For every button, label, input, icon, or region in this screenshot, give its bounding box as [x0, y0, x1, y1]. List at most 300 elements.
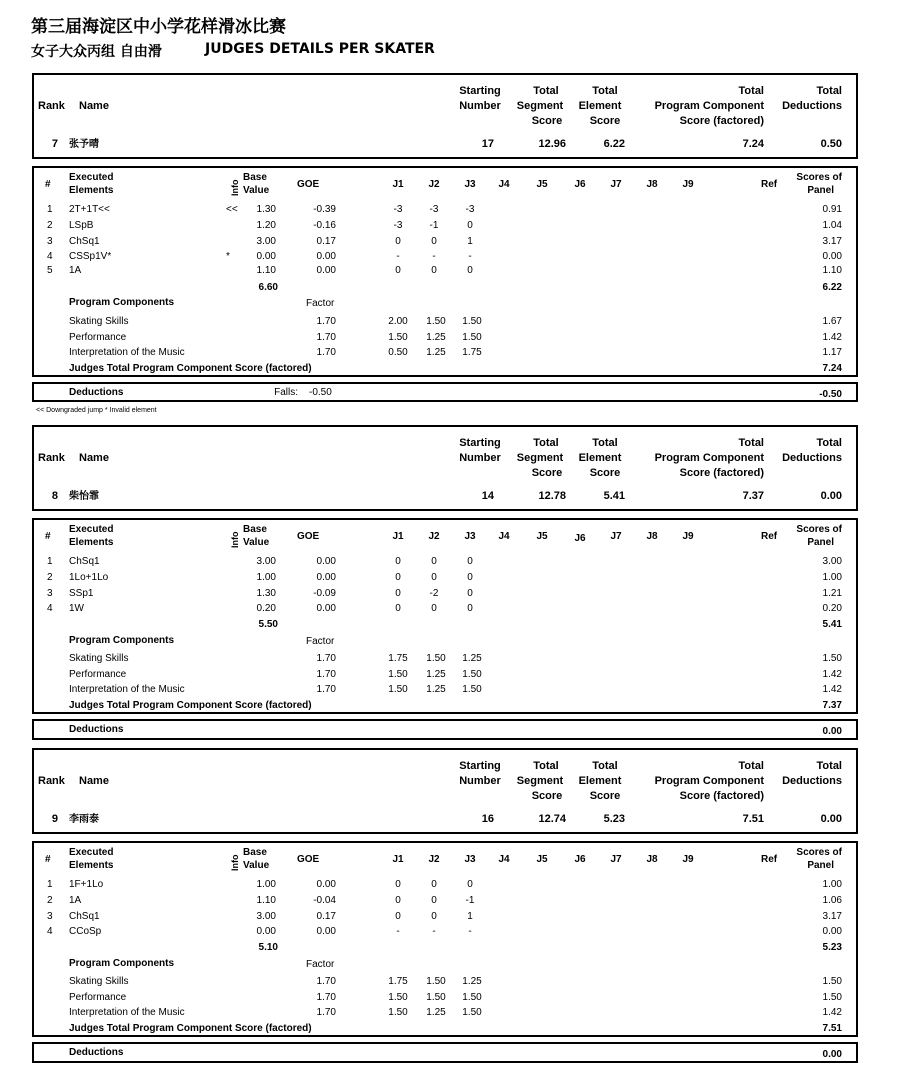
element-goe: 0.00 — [316, 556, 336, 567]
element-score: 5.41 — [603, 490, 625, 502]
rank-value: 8 — [51, 490, 58, 502]
element-header: Total — [592, 437, 618, 449]
pcs-header-2: Program Component — [654, 100, 764, 112]
element-score: 6.22 — [603, 138, 625, 150]
component-judge-score: 1.50 — [462, 684, 482, 695]
pc-total-label: Judges Total Program Component Score (factored) — [69, 1023, 312, 1034]
judge-j8-header: J8 — [646, 531, 658, 542]
starting-number: 16 — [481, 813, 494, 825]
judge-score: 0 — [467, 603, 473, 614]
judge-j3-header: J3 — [464, 531, 476, 542]
segment-header: Total — [533, 85, 559, 97]
falls-value: -0.50 — [309, 387, 332, 398]
element-number: 1 — [47, 204, 53, 215]
judge-j9-header: J9 — [682, 179, 694, 190]
rank-value: 7 — [51, 138, 58, 150]
judge-j1-header: J1 — [392, 531, 404, 542]
segment-score: 12.96 — [538, 138, 566, 150]
factor-header: Factor — [306, 959, 335, 970]
component-name: Skating Skills — [69, 316, 129, 327]
starting-number: 17 — [481, 138, 494, 150]
base-header: Base — [243, 847, 267, 858]
program-components-title: Program Components — [69, 635, 175, 646]
element-panel-score: 1.21 — [822, 588, 842, 599]
component-panel-score: 1.42 — [822, 684, 842, 695]
judge-score: 0 — [395, 895, 401, 906]
panel-header: Scores of — [796, 172, 842, 183]
judge-j7-header: J7 — [610, 179, 622, 190]
component-panel-score: 1.50 — [822, 653, 842, 664]
component-name: Interpretation of the Music — [69, 684, 185, 695]
component-name: Skating Skills — [69, 976, 129, 987]
judge-j5-header: J5 — [536, 179, 548, 190]
element-goe: -0.09 — [313, 588, 336, 599]
info-header: Info — [230, 531, 240, 548]
judge-j5-header: J5 — [536, 531, 548, 542]
deductions-score: 0.00 — [820, 813, 842, 825]
element-header-3: Score — [589, 115, 621, 127]
judge-score: - — [396, 926, 400, 937]
deductions-header: Total — [816, 437, 842, 449]
judge-j4-header: J4 — [498, 531, 510, 542]
element-header-3: Score — [589, 790, 621, 802]
segment-header-2: Segment — [516, 452, 564, 464]
segment-header-2: Segment — [516, 100, 564, 112]
deductions-header: Total — [816, 85, 842, 97]
component-judge-score: 1.25 — [426, 332, 446, 343]
element-panel-score: 3.00 — [822, 556, 842, 567]
elements-panel-total: 5.23 — [822, 942, 842, 953]
base-value-total: 5.10 — [258, 942, 278, 953]
judge-j2-header: J2 — [428, 531, 440, 542]
info-header: Info — [230, 854, 240, 871]
judge-j4-header: J4 — [498, 179, 510, 190]
judge-score: 0 — [395, 603, 401, 614]
pc-total-label: Judges Total Program Component Score (factored) — [69, 700, 312, 711]
base-value-total: 5.50 — [258, 619, 278, 630]
judge-score: -3 — [393, 204, 403, 215]
element-number: 3 — [47, 911, 53, 922]
judge-j8-header: J8 — [646, 854, 658, 865]
panel-header-2: Panel — [807, 185, 834, 196]
panel-header-2: Panel — [807, 537, 834, 548]
element-number: 4 — [47, 603, 53, 614]
component-factor: 1.70 — [316, 332, 336, 343]
judge-j1-header: J1 — [392, 179, 404, 190]
base-header: Base — [243, 172, 267, 183]
judge-j6-header: J6 — [574, 854, 586, 865]
component-panel-score: 1.42 — [822, 669, 842, 680]
component-judge-score: 1.50 — [388, 684, 408, 695]
element-base-value: 3.00 — [256, 911, 276, 922]
element-number: 2 — [47, 220, 53, 231]
element-base-value: 1.20 — [256, 220, 276, 231]
num-header: # — [45, 854, 51, 865]
pcs-header-3: Score (factored) — [679, 467, 764, 479]
element-code: ChSq1 — [69, 236, 100, 247]
element-base-value: 1.30 — [256, 204, 276, 215]
element-code: 1A — [69, 265, 82, 276]
element-number: 1 — [47, 879, 53, 890]
judge-score: 1 — [467, 911, 473, 922]
judge-j1-header: J1 — [392, 854, 404, 865]
goe-header: GOE — [297, 854, 320, 865]
judge-j6-header: J6 — [574, 179, 586, 190]
name-header: Name — [79, 452, 109, 464]
judge-j7-header: J7 — [610, 531, 622, 542]
component-name: Interpretation of the Music — [69, 1007, 185, 1018]
element-header-2: Element — [578, 452, 622, 464]
judge-score: 0 — [395, 236, 401, 247]
judge-score: 0 — [395, 588, 401, 599]
element-panel-score: 0.00 — [822, 251, 842, 262]
element-number: 2 — [47, 572, 53, 583]
element-code: 1W — [69, 603, 84, 614]
element-panel-score: 1.00 — [822, 879, 842, 890]
element-base-value: 3.00 — [256, 236, 276, 247]
base-header-2: Value — [243, 185, 270, 196]
starting-header-2: Number — [459, 452, 501, 464]
element-code: LSpB — [69, 220, 94, 231]
element-base-value: 3.00 — [256, 556, 276, 567]
component-judge-score: 1.50 — [462, 992, 482, 1003]
deductions-header: Total — [816, 760, 842, 772]
element-number: 3 — [47, 236, 53, 247]
judge-score: 0 — [467, 879, 473, 890]
element-panel-score: 1.04 — [822, 220, 842, 231]
deductions-header-2: Deductions — [782, 100, 842, 112]
report-title: JUDGES DETAILS PER SKATER — [205, 41, 435, 57]
judge-score: -3 — [465, 204, 475, 215]
component-judge-score: 1.50 — [388, 669, 408, 680]
component-factor: 1.70 — [316, 684, 336, 695]
component-factor: 1.70 — [316, 316, 336, 327]
num-header: # — [45, 179, 51, 190]
element-number: 5 — [47, 265, 53, 276]
component-judge-score: 1.50 — [462, 332, 482, 343]
deductions-total: 0.00 — [822, 1049, 842, 1060]
judge-score: 0 — [395, 879, 401, 890]
pcs-header: Total — [738, 85, 764, 97]
judge-score: -2 — [429, 588, 439, 599]
element-panel-score: 3.17 — [822, 236, 842, 247]
component-factor: 1.70 — [316, 653, 336, 664]
element-code: 2T+1T<< — [69, 204, 110, 215]
competition-title: 第三届海淀区中小学花样滑冰比赛 — [31, 17, 286, 37]
legend-note: << Downgraded jump * Invalid element — [36, 407, 157, 414]
executed-header-2: Elements — [69, 185, 114, 196]
element-number: 4 — [47, 251, 53, 262]
element-goe: 0.17 — [316, 911, 336, 922]
pcs-header-2: Program Component — [654, 452, 764, 464]
component-panel-score: 1.67 — [822, 316, 842, 327]
element-base-value: 0.00 — [256, 251, 276, 262]
element-code: CCoSp — [69, 926, 102, 937]
component-panel-score: 1.50 — [822, 992, 842, 1003]
component-panel-score: 1.50 — [822, 976, 842, 987]
segment-score: 12.74 — [538, 813, 566, 825]
pcs-header: Total — [738, 437, 764, 449]
base-header-2: Value — [243, 860, 270, 871]
name-header: Name — [79, 775, 109, 787]
judge-j8-header: J8 — [646, 179, 658, 190]
judge-score: 0 — [431, 895, 437, 906]
judge-j7-header: J7 — [610, 854, 622, 865]
element-code: 1A — [69, 895, 82, 906]
component-judge-score: 1.50 — [426, 992, 446, 1003]
judge-score: 0 — [431, 556, 437, 567]
program-components-title: Program Components — [69, 958, 175, 969]
executed-header: Executed — [69, 847, 114, 858]
component-judge-score: 1.50 — [388, 992, 408, 1003]
starting-header: Starting — [459, 437, 501, 449]
pc-total-value: 7.37 — [822, 700, 842, 711]
rank-header: Rank — [38, 452, 65, 464]
component-factor: 1.70 — [316, 1007, 336, 1018]
element-panel-score: 0.91 — [822, 204, 842, 215]
base-header-2: Value — [243, 537, 270, 548]
judge-score: -1 — [465, 895, 475, 906]
judge-j2-header: J2 — [428, 179, 440, 190]
element-panel-score: 1.00 — [822, 572, 842, 583]
judge-score: 0 — [395, 556, 401, 567]
element-panel-score: 0.00 — [822, 926, 842, 937]
starting-header-2: Number — [459, 100, 501, 112]
pc-total-value: 7.51 — [822, 1023, 842, 1034]
judge-score: 0 — [431, 572, 437, 583]
element-base-value: 1.00 — [256, 572, 276, 583]
judge-score: 1 — [467, 236, 473, 247]
starting-header: Starting — [459, 85, 501, 97]
base-value-total: 6.60 — [258, 282, 278, 293]
elements-panel-total: 6.22 — [822, 282, 842, 293]
judge-score: 0 — [467, 265, 473, 276]
component-name: Performance — [69, 332, 127, 343]
ref-header: Ref — [761, 179, 778, 190]
element-goe: 0.17 — [316, 236, 336, 247]
component-judge-score: 1.25 — [426, 669, 446, 680]
component-judge-score: 1.50 — [426, 976, 446, 987]
deductions-header-2: Deductions — [782, 452, 842, 464]
element-header-3: Score — [589, 467, 621, 479]
component-judge-score: 1.25 — [426, 684, 446, 695]
pcs-header-3: Score (factored) — [679, 790, 764, 802]
element-code: 1F+1Lo — [69, 879, 104, 890]
element-header-2: Element — [578, 775, 622, 787]
component-judge-score: 1.50 — [388, 332, 408, 343]
element-number: 1 — [47, 556, 53, 567]
pcs-header-2: Program Component — [654, 775, 764, 787]
skater-name: 张予晴 — [69, 139, 99, 150]
component-factor: 1.70 — [316, 992, 336, 1003]
element-header: Total — [592, 85, 618, 97]
component-panel-score: 1.42 — [822, 1007, 842, 1018]
rank-value: 9 — [51, 813, 58, 825]
element-score: 5.23 — [603, 813, 625, 825]
rank-header: Rank — [38, 775, 65, 787]
component-factor: 1.70 — [316, 976, 336, 987]
judge-j6-header: J6 — [574, 533, 586, 544]
judge-score: - — [396, 251, 400, 262]
element-number: 2 — [47, 895, 53, 906]
element-code: CSSp1V* — [69, 251, 112, 262]
judge-score: -1 — [429, 220, 439, 231]
judge-j9-header: J9 — [682, 854, 694, 865]
goe-header: GOE — [297, 179, 320, 190]
ref-header: Ref — [761, 854, 778, 865]
segment-header: Total — [533, 437, 559, 449]
element-panel-score: 0.20 — [822, 603, 842, 614]
element-number: 3 — [47, 588, 53, 599]
segment-score: 12.78 — [538, 490, 566, 502]
segment-header-2: Segment — [516, 775, 564, 787]
component-judge-score: 1.25 — [426, 347, 446, 358]
component-judge-score: 1.50 — [388, 1007, 408, 1018]
component-judge-score: 0.50 — [388, 347, 408, 358]
judge-score: 0 — [431, 911, 437, 922]
deductions-box — [32, 719, 858, 740]
pcs-score: 7.51 — [742, 813, 764, 825]
deductions-score: 0.00 — [820, 490, 842, 502]
program-components-title: Program Components — [69, 297, 175, 308]
component-judge-score: 1.25 — [462, 976, 482, 987]
element-base-value: 1.00 — [256, 879, 276, 890]
judge-score: 0 — [467, 588, 473, 599]
element-base-value: 1.10 — [256, 895, 276, 906]
executed-header: Executed — [69, 524, 114, 535]
element-code: SSp1 — [69, 588, 94, 599]
factor-header: Factor — [306, 298, 335, 309]
element-goe: 0.00 — [316, 251, 336, 262]
element-base-value: 0.20 — [256, 603, 276, 614]
element-code: ChSq1 — [69, 556, 100, 567]
component-judge-score: 2.00 — [388, 316, 408, 327]
judge-score: 0 — [467, 572, 473, 583]
judge-score: 0 — [395, 265, 401, 276]
judge-j3-header: J3 — [464, 179, 476, 190]
deductions-box — [32, 1042, 858, 1063]
name-header: Name — [79, 100, 109, 112]
skater-name: 柴怡霏 — [69, 491, 99, 502]
element-panel-score: 1.06 — [822, 895, 842, 906]
pcs-score: 7.37 — [742, 490, 764, 502]
element-goe: 0.00 — [316, 572, 336, 583]
judge-score: - — [432, 251, 436, 262]
element-number: 4 — [47, 926, 53, 937]
element-info: << — [226, 204, 238, 215]
pcs-score: 7.24 — [742, 138, 764, 150]
judge-score: 0 — [395, 572, 401, 583]
executed-header: Executed — [69, 172, 114, 183]
element-goe: 0.00 — [316, 265, 336, 276]
executed-header-2: Elements — [69, 860, 114, 871]
component-judge-score: 1.75 — [462, 347, 482, 358]
element-panel-score: 3.17 — [822, 911, 842, 922]
panel-header: Scores of — [796, 847, 842, 858]
starting-header-2: Number — [459, 775, 501, 787]
judge-j2-header: J2 — [428, 854, 440, 865]
base-header: Base — [243, 524, 267, 535]
deductions-label: Deductions — [69, 724, 124, 735]
skater-name: 李雨泰 — [69, 814, 99, 825]
pc-total-label: Judges Total Program Component Score (factored) — [69, 363, 312, 374]
element-goe: 0.00 — [316, 926, 336, 937]
element-code: ChSq1 — [69, 911, 100, 922]
component-judge-score: 1.50 — [462, 316, 482, 327]
element-base-value: 0.00 — [256, 926, 276, 937]
judge-score: 0 — [431, 265, 437, 276]
judge-score: -3 — [429, 204, 439, 215]
judge-score: 0 — [467, 220, 473, 231]
element-panel-score: 1.10 — [822, 265, 842, 276]
pc-total-value: 7.24 — [822, 363, 842, 374]
elements-panel-total: 5.41 — [822, 619, 842, 630]
element-goe: 0.00 — [316, 879, 336, 890]
judge-score: 0 — [431, 879, 437, 890]
component-factor: 1.70 — [316, 669, 336, 680]
component-factor: 1.70 — [316, 347, 336, 358]
component-judge-score: 1.25 — [462, 653, 482, 664]
element-header: Total — [592, 760, 618, 772]
starting-number: 14 — [481, 490, 494, 502]
judge-j4-header: J4 — [498, 854, 510, 865]
element-info: * — [226, 251, 230, 262]
pcs-header-3: Score (factored) — [679, 115, 764, 127]
category-title: 女子大众丙组 自由滑 — [31, 44, 162, 60]
deductions-total: 0.00 — [822, 726, 842, 737]
deductions-header-2: Deductions — [782, 775, 842, 787]
rank-header: Rank — [38, 100, 65, 112]
judge-score: - — [468, 251, 472, 262]
num-header: # — [45, 531, 51, 542]
component-panel-score: 1.42 — [822, 332, 842, 343]
judge-j9-header: J9 — [682, 531, 694, 542]
starting-header: Starting — [459, 760, 501, 772]
element-code: 1Lo+1Lo — [69, 572, 109, 583]
judge-score: - — [468, 926, 472, 937]
deductions-total: -0.50 — [819, 389, 842, 400]
pcs-header: Total — [738, 760, 764, 772]
info-header: Info — [230, 179, 240, 196]
judge-score: 0 — [431, 603, 437, 614]
element-base-value: 1.10 — [256, 265, 276, 276]
segment-header-3: Score — [531, 790, 563, 802]
component-judge-score: 1.50 — [462, 669, 482, 680]
deductions-score: 0.50 — [820, 138, 842, 150]
component-judge-score: 1.75 — [388, 653, 408, 664]
executed-header-2: Elements — [69, 537, 114, 548]
deductions-box — [32, 382, 858, 402]
component-name: Skating Skills — [69, 653, 129, 664]
judge-j5-header: J5 — [536, 854, 548, 865]
judge-j3-header: J3 — [464, 854, 476, 865]
element-goe: 0.00 — [316, 603, 336, 614]
component-panel-score: 1.17 — [822, 347, 842, 358]
component-judge-score: 1.50 — [426, 316, 446, 327]
component-judge-score: 1.50 — [462, 1007, 482, 1018]
ref-header: Ref — [761, 531, 778, 542]
judge-score: 0 — [467, 556, 473, 567]
goe-header: GOE — [297, 531, 320, 542]
component-judge-score: 1.75 — [388, 976, 408, 987]
element-goe: -0.39 — [313, 204, 336, 215]
component-name: Performance — [69, 669, 127, 680]
component-name: Interpretation of the Music — [69, 347, 185, 358]
segment-header-3: Score — [531, 115, 563, 127]
segment-header: Total — [533, 760, 559, 772]
deductions-label: Deductions — [69, 1047, 124, 1058]
element-goe: -0.16 — [313, 220, 336, 231]
